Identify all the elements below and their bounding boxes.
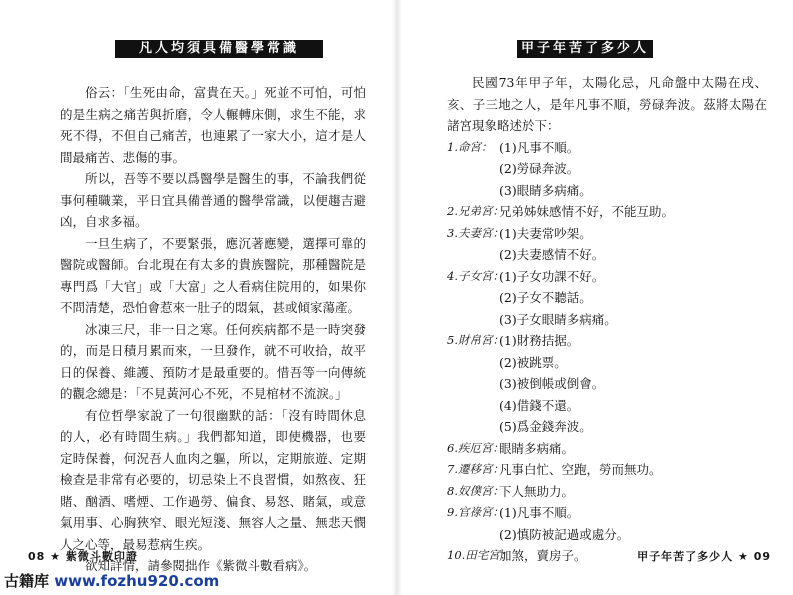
palace-entry	[447, 459, 767, 481]
palace-name: 9.官祿宮：	[447, 505, 504, 519]
palace-entry	[447, 330, 767, 438]
palace-name: 8.奴僕宮：	[447, 483, 504, 498]
left-page-title: 凡人均須具備醫學常識	[115, 40, 323, 58]
palace-items	[499, 438, 767, 460]
right-body	[447, 72, 767, 567]
site-watermark	[4, 570, 219, 591]
palace-name: 5.財帛宮：	[447, 333, 504, 347]
paragraph: 俗云：「生死由命，富貴在天。」死並不可怕，可怕的是生病之痛苦與折磨，令人輾轉床側，求生不能，求死不得，不但自己痛苦，也連累了一家大小，這才是人間最痛苦、悲傷的事。	[60, 85, 366, 165]
palace-name: 1.命宮：	[447, 139, 493, 154]
palace-item: 眼睛多病痛。	[499, 440, 575, 456]
left-page	[0, 0, 396, 595]
palace-entry	[447, 201, 767, 223]
palace-item: (1)凡事不順。	[499, 505, 580, 520]
paragraph: 一旦生病了，不要緊張，應沉著應變，選擇可靠的醫院或醫師。台北現在有太多的貴族醫院，那種醫院是專門爲「大官」或「大富」之人看病住院用的，如果你不問清楚，恐怕會惹來一肚子的悶氣，甚或傾家蕩產。	[60, 235, 366, 315]
palace-item: 凡事白忙、空跑，勞而無功。	[499, 462, 662, 477]
palace-entry	[447, 223, 767, 266]
palace-entry	[447, 438, 767, 460]
watermark-prefix: 古籍库	[4, 572, 55, 590]
palace-entry	[447, 502, 767, 545]
palace-item: (4)借錢不還。	[499, 397, 580, 413]
palace-items	[499, 223, 767, 266]
paragraph: 所以，吾等不要以爲醫學是醫生的事，不論我們從事何種職業，平日宜具備普通的醫學常識，以便趨吉避凶，自求多福。	[60, 171, 366, 229]
left-page-footer: 08 ★ 紫微斗數印證	[28, 550, 138, 563]
palace-item: (1)財務拮据。	[499, 333, 580, 348]
palace-item: (2)被跳票。	[499, 354, 567, 370]
palace-item: (2)慎防被記過或處分。	[499, 526, 630, 542]
palace-name: 4.子女宮：	[447, 268, 504, 283]
watermark-url: www.fozhu920.com	[54, 572, 220, 590]
palace-items	[499, 459, 767, 481]
right-page-footer: 甲子年苦了多少人 ★ 09	[637, 550, 771, 563]
palace-item: (1)夫妻常吵架。	[499, 225, 592, 241]
palace-name: 7.遷移宮：	[447, 462, 504, 476]
palace-item: (5)爲金錢奔波。	[499, 419, 592, 434]
left-body	[60, 82, 366, 577]
palace-item: (2)勞碌奔波。	[499, 161, 580, 176]
palace-item: 下人無助力。	[499, 483, 575, 499]
paragraph: 有位哲學家說了一句很幽默的話：「沒有時間休息的人，必有時間生病。」我們都知道，即使機器，也要定時保養，何況吾人血肉之軀，所以，定期旅遊、定期檢查是非常有必要的，切忌染上不良習慣，如熬夜、狂賭、酗酒、嗜煙、工作過勞、偏食、易怒、賭氣，或意氣用事、心胸狹窄、眼光短淺、無容人之量、無悲天憫人之心等，最易惹病生疾。	[60, 407, 366, 552]
right-page-title: 甲子年苦了多少人	[517, 40, 653, 58]
palace-item: (1)凡事不順。	[499, 139, 580, 155]
palace-item: 加煞，賣房子。	[499, 548, 587, 563]
palace-name: 2.兄弟宮：	[447, 204, 504, 218]
palace-item: (3)被倒帳或倒會。	[499, 376, 605, 391]
right-page	[397, 0, 793, 595]
palace-items	[499, 481, 767, 503]
palace-item: 兄弟姊妹感情不好，不能互助。	[499, 204, 675, 219]
palace-entry	[447, 266, 767, 331]
palace-item: (3)眼睛多病痛。	[499, 182, 592, 198]
paragraph: 欲知詳情，請參閱拙作《紫微斗數看病》。	[85, 558, 317, 573]
palace-name: 3.夫妻宮：	[447, 225, 504, 240]
palace-entry	[447, 137, 767, 202]
palace-item: (3)子女眼睛多病痛。	[499, 311, 617, 327]
palace-items	[499, 137, 767, 202]
palace-items	[499, 502, 767, 545]
palace-name: 6.疾厄宮：	[447, 440, 504, 455]
paragraph: 冰凍三尺，非一日之寒。任何疾病都不是一時突發的，而是日積月累而來，一旦發作，就不可收拾，故平日的保養、維護、預防才是最重要的。惜吾等一向傳統的觀念總是：「不見黃河心不死，不見棺材不流淚。」	[60, 321, 366, 401]
intro-paragraph: 民國73年甲子年，太陽化忌，凡命盤中太陽在戌、亥、子三地之人，是年凡事不順，勞碌奔波。茲將太陽在諸宮現象略述於下：	[447, 75, 767, 133]
palace-items	[499, 330, 767, 438]
palace-list	[447, 137, 767, 567]
palace-item: (2)夫妻感情不好。	[499, 247, 605, 262]
palace-items	[499, 201, 767, 223]
palace-name: 10.田宅宮：	[447, 548, 512, 562]
palace-item: (2)子女不聽話。	[499, 290, 592, 305]
palace-item: (1)子女功課不好。	[499, 268, 605, 284]
palace-entry	[447, 481, 767, 503]
palace-items	[499, 266, 767, 331]
